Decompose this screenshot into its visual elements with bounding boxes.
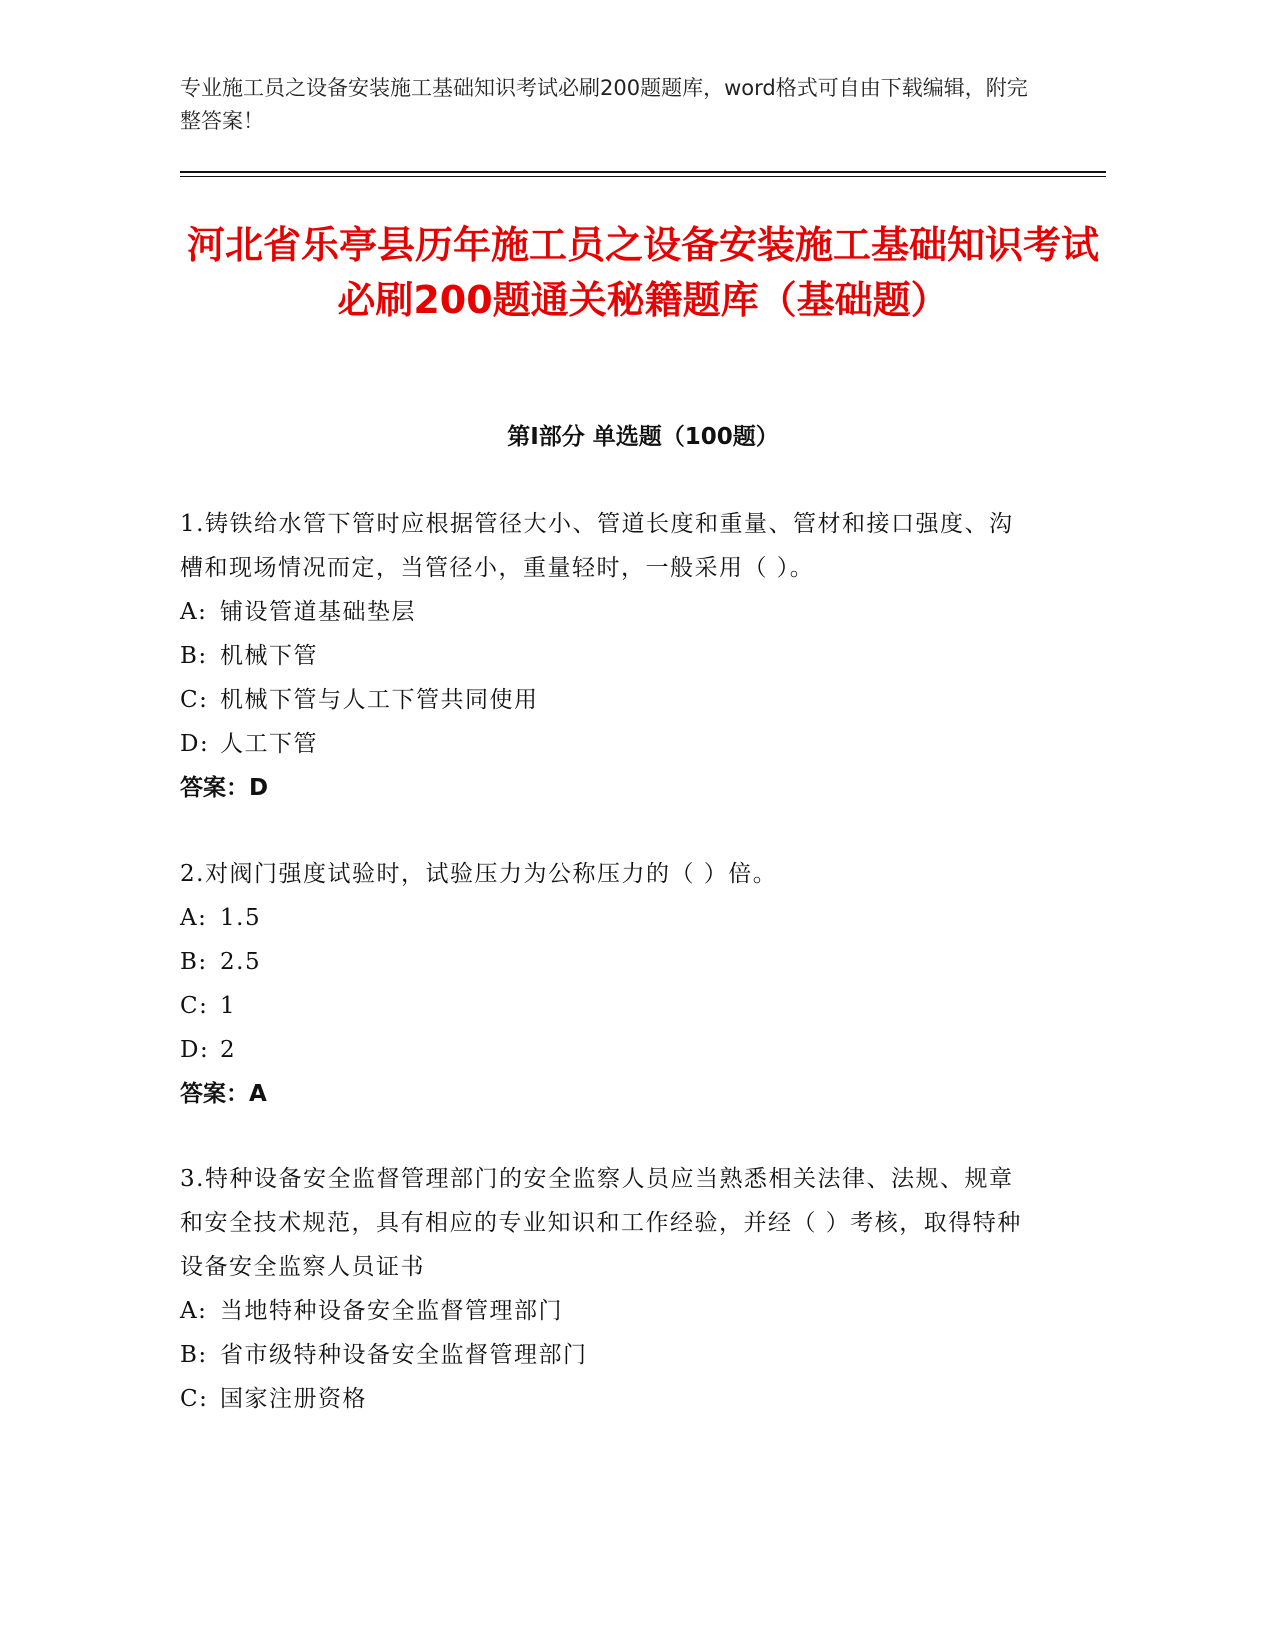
option-text: 1 — [220, 993, 237, 1019]
document-title: 河北省乐亭县历年施工员之设备安装施工基础知识考试必刷200题通关秘籍题库（基础题） — [186, 223, 1099, 322]
option-text: 人工下管 — [220, 731, 318, 757]
option-key: A: — [180, 1298, 208, 1324]
option-key: B: — [180, 949, 208, 975]
option-c — [180, 1377, 1030, 1421]
option-text: 1.5 — [220, 905, 262, 931]
option-text: 机械下管与人工下管共同使用 — [220, 687, 539, 713]
question-1 — [180, 502, 1030, 810]
option-text: 国家注册资格 — [220, 1386, 367, 1412]
option-b — [180, 1333, 1030, 1377]
option-key: B: — [180, 1342, 208, 1368]
question-2 — [180, 852, 1030, 1116]
question-stem: 1.铸铁给水管下管时应根据管径大小、管道长度和重量、管材和接口强度、沟槽和现场情况而定，当管径小，重量轻时，一般采用（ ）。 — [180, 511, 1014, 581]
question-stem: 2.对阀门强度试验时，试验压力为公称压力的（ ）倍。 — [180, 861, 778, 887]
header-divider-thin — [180, 176, 1106, 177]
option-b — [180, 940, 1030, 984]
option-d — [180, 722, 1030, 766]
option-c — [180, 678, 1030, 722]
question-stem: 3.特种设备安全监督管理部门的安全监察人员应当熟悉相关法律、法规、规章和安全技术规范，具有相应的专业知识和工作经验，并经（ ）考核，取得特种设备安全监察人员证书 — [180, 1166, 1022, 1280]
option-key: A: — [180, 905, 208, 931]
option-text: 机械下管 — [220, 643, 318, 669]
option-a — [180, 896, 1030, 940]
option-text: 铺设管道基础垫层 — [220, 599, 416, 625]
option-key: C: — [180, 1386, 209, 1412]
answer: 答案：A — [180, 1081, 267, 1107]
option-b — [180, 634, 1030, 678]
option-text: 2 — [220, 1037, 237, 1063]
option-text: 2.5 — [220, 949, 262, 975]
option-key: B: — [180, 643, 208, 669]
option-a — [180, 590, 1030, 634]
option-d — [180, 1028, 1030, 1072]
option-key: D: — [180, 1037, 210, 1063]
option-c — [180, 984, 1030, 1028]
option-key: A: — [180, 599, 208, 625]
section-heading: 第Ⅰ部分 单选题（100题） — [507, 424, 779, 450]
option-key: C: — [180, 687, 209, 713]
question-3 — [180, 1157, 1030, 1421]
option-text: 省市级特种设备安全监督管理部门 — [220, 1342, 588, 1368]
option-a — [180, 1289, 1030, 1333]
header-note: 专业施工员之设备安装施工基础知识考试必刷200题题库，word格式可自由下载编辑，附完整答案！ — [180, 76, 1028, 133]
option-text: 当地特种设备安全监督管理部门 — [220, 1298, 563, 1324]
answer: 答案：D — [180, 775, 269, 801]
option-key: C: — [180, 993, 209, 1019]
header-divider-thick — [180, 171, 1106, 173]
option-key: D: — [180, 731, 210, 757]
